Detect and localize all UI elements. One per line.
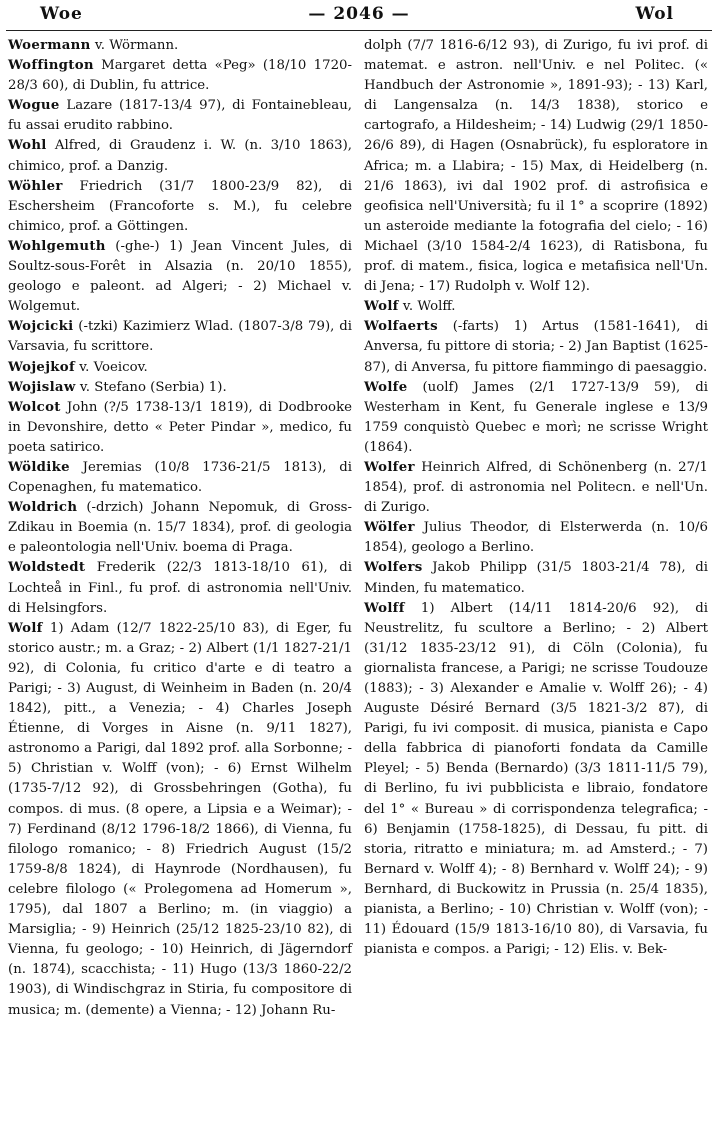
header-rule: [6, 30, 712, 31]
dictionary-entry: [8, 378, 352, 398]
entry-headword: Wojislaw: [8, 379, 76, 395]
entry-headword: Wolfer: [364, 459, 415, 475]
entry-headword: Wolfers: [364, 560, 423, 576]
dictionary-entry: [364, 36, 708, 297]
dictionary-entry: [364, 378, 708, 458]
dictionary-entry: [364, 458, 708, 518]
dictionary-entry: [8, 136, 352, 176]
entry-text: Margaret detta «Peg» (18/10 1720-28/3 60), di Dublin, fu attrice.: [8, 58, 352, 94]
right-column: [364, 36, 708, 960]
entry-text: Jeremias (10/8 1736-21/5 1813), di Copenaghen, fu matematico.: [8, 459, 352, 496]
entry-text: v. Wolff.: [398, 299, 456, 315]
dictionary-entry: [8, 237, 352, 317]
entry-headword: Wolf: [8, 620, 43, 636]
entry-text: (uolf) James (2/1 1727-13/9 59), di Westerham in Kent, fu Generale inglese e 13/9 1759 conquistò Quebec e morì; ne scrisse Wright (1864).: [364, 379, 708, 455]
dictionary-entry: [8, 358, 352, 378]
dictionary-entry: [364, 297, 708, 317]
entry-text: Friedrich (31/7 1800-23/9 82), di Eschersheim (Francoforte s. M.), fu celebre chimico, prof. a Göttingen.: [8, 178, 352, 234]
entry-text: dolph (7/7 1816-6/12 93), di Zurigo, fu ivi prof. di matemat. e astron. nell'Univ. e nel Politec. (« Handbuch der Astronomie », 1891-93); - 13) Karl, di Langensalza (n. 14/3 1838), storico e cartografo, a Hildesheim; - 14) Ludwig (29/1 1850-26/6 89), di Hagen (Osnabrück), fu esploratore in Africa; m. a Llabira; - 15) Max, di Heidelberg (n. 21/6 1863), ivi dal 1902 prof. di astrofisica e geofisica nell'Università; fu il 1° a scoprire (1892) un asteroide mediante la fotografia del cielo; - 16) Michael (3/10 1584-2/4 1623), di Ratisbona, fu prof. di matem., fisica, logica e metafisica nell'Un. di Jena; - 17) Rudolph v. Wolf 12).: [364, 38, 708, 295]
entry-headword: Wolf: [364, 299, 399, 315]
dictionary-entry: [8, 96, 352, 136]
entry-text: Heinrich Alfred, di Schönenberg (n. 27/1 1854), prof. di astronomia nel Politecn. e nell'Un. di Zurigo.: [364, 459, 708, 516]
dictionary-entry: [8, 398, 352, 458]
dictionary-entry: [8, 36, 352, 56]
header-right-guideword: Wol: [635, 4, 674, 24]
dictionary-entry: [364, 317, 708, 377]
entry-text: John (?/5 1738-13/1 1819), di Dodbrooke in Devonshire, detto « Peter Pindar », medico, fu poeta satirico.: [8, 399, 352, 455]
entry-text: (-tzki) Kazimierz Wlad. (1807-3/8 79), di Varsavia, fu scrittore.: [8, 319, 352, 355]
left-column: [8, 36, 352, 1021]
entry-headword: Wojejkof: [8, 359, 76, 375]
dictionary-entry: [364, 518, 708, 558]
entry-headword: Wöldike: [8, 459, 70, 475]
header-left-guideword: Woe: [40, 4, 83, 24]
dictionary-entry: [8, 56, 352, 96]
page-header: [0, 0, 718, 34]
dictionary-entry: [364, 558, 708, 598]
entry-text: 1) Adam (12/7 1822-25/10 83), di Eger, fu storico austr.; m. a Graz; - 2) Albert (1/1 1827-21/1 92), di Colonia, fu critico d'arte e di teatro a Parigi; - 3) August, di Weinheim in Baden (n. 20/4 1842), pitt., a Venezia; - 4) Charles Joseph Étienne, di Vorges in Aisne (n. 9/11 1827), astronomo a Parigi, dal 1892 prof. alla Sorbonne; - 5) Christian v. Wolff (von); - 6) Ernst Wilhelm (1735-7/12 92), di Grossbehringen (Gotha), fu compos. di mus. (8 opere, a Lipsia e a Weimar); - 7) Ferdinand (8/12 1796-18/2 1866), di Vienna, fu filologo romanico; - 8) Friedrich August (15/2 1759-8/8 1824), di Haynrode (Nordhausen), fu celebre filologo (« Prolegomena ad Homerum », 1795), dal 1807 a Berlino; m. (in viaggio) a Marsiglia; - 9) Heinrich (25/12 1825-23/10 82), di Vienna, fu geologo; - 10) Heinrich, di Jägerndorf (n. 1874), scacchista; - 11) Hugo (13/3 1860-22/2 1903), di Windischgraz in Stiria, fu compositore di musica; m. (demente) a Vienna; - 12) Johann Ru-: [8, 620, 352, 1018]
dictionary-entry: [8, 458, 352, 498]
entry-headword: Wojcicki: [8, 319, 74, 335]
entry-text: Lazare (1817-13/4 97), di Fontainebleau, fu assai erudito rabbino.: [8, 98, 352, 134]
entry-headword: Woldstedt: [8, 560, 86, 576]
dictionary-entry: [8, 498, 352, 558]
entry-text: (-ghe-) 1) Jean Vincent Jules, di Soultz-sous-Forêt in Alsazia (n. 20/10 1855), geologo e paleont. ad Algeri; - 2) Michael v. Wolgemut.: [8, 238, 352, 315]
page-number: — 2046 —: [308, 4, 410, 24]
dictionary-entry: [8, 317, 352, 357]
entry-text: Alfred, di Graudenz i. W. (n. 3/10 1863), chimico, prof. a Danzig.: [8, 138, 352, 174]
dictionary-entry: [364, 599, 708, 961]
entry-headword: Wöhler: [8, 178, 63, 194]
entry-headword: Wolff: [364, 600, 405, 616]
entry-headword: Wolfaerts: [364, 319, 438, 335]
entry-headword: Wohlgemuth: [8, 238, 106, 254]
entry-headword: Woermann: [8, 38, 91, 53]
entry-headword: Woffington: [8, 58, 94, 74]
entry-text: 1) Albert (14/11 1814-20/6 92), di Neustrelitz, fu scultore a Berlino; - 2) Albert (31/12 1835-23/12 91), di Cöln (Colonia), fu giornalista francese, a Parigi; ne scrisse Toudouze (1883); - 3) Alexander e Amalie v. Wolff 26); - 4) Auguste Désiré Bernard (3/5 1821-3/2 87), di Parigi, fu ivi composit. di musica, pianista e Capo della fabbrica di pianoforti fondata da Camille Pleyel; - 5) Benda (Bernardo) (3/3 1811-11/5 79), di Berlino, fu ivi pubblicista e libraio, fondatore del 1° « Bureau » di corrispondenza telegrafica; - 6) Benjamin (1758-1825), di Dessau, fu pitt. di storia, ritratto e miniatura; m. ad Amsterd.; - 7) Bernard v. Wolff 4); - 8) Bernhard v. Wolff 24); - 9) Bernhard, di Buckowitz in Prussia (n. 25/4 1835), pianista, a Berlino; - 10) Christian v. Wolff (von); - 11) Édouard (15/9 1813-16/10 80), di Varsavia, fu pianista e compos. a Parigi; - 12) Elis. v. Bek-: [364, 600, 708, 958]
entry-headword: Wolcot: [8, 399, 61, 415]
dictionary-entry: [8, 177, 352, 237]
entry-text: Julius Theodor, di Elsterwerda (n. 10/6 1854), geologo a Berlino.: [364, 520, 708, 556]
dictionary-entry: [8, 558, 352, 618]
entry-text: Frederik (22/3 1813-18/10 61), di Lochteå in Finl., fu prof. di astronomia nell'Univ. di Helsingfors.: [8, 560, 352, 616]
entry-text: v. Voeicov.: [75, 359, 148, 375]
entry-headword: Wogue: [8, 98, 60, 114]
entry-headword: Wölfer: [364, 520, 415, 536]
entry-text: v. Stefano (Serbia) 1).: [75, 379, 227, 395]
entry-headword: Wolfe: [364, 379, 408, 395]
entry-text: Jakob Philipp (31/5 1803-21/4 78), di Minden, fu matematico.: [364, 560, 708, 596]
entry-text: (-drzich) Johann Nepomuk, di Gross-Zdikau in Boemia (n. 15/7 1834), prof. di geologia e paleontologia nell'Univ. boema di Praga.: [8, 500, 352, 556]
dictionary-entry: [8, 619, 352, 1021]
entry-text: v. Wörmann.: [90, 38, 179, 53]
entry-text: (-farts) 1) Artus (1581-1641), di Anversa, fu pittore di storia; - 2) Jan Baptist (1625-87), di Anversa, fu pittore fiammingo di paesaggio.: [364, 319, 708, 375]
entry-headword: Woldrich: [8, 500, 78, 516]
entry-headword: Wohl: [8, 138, 47, 154]
